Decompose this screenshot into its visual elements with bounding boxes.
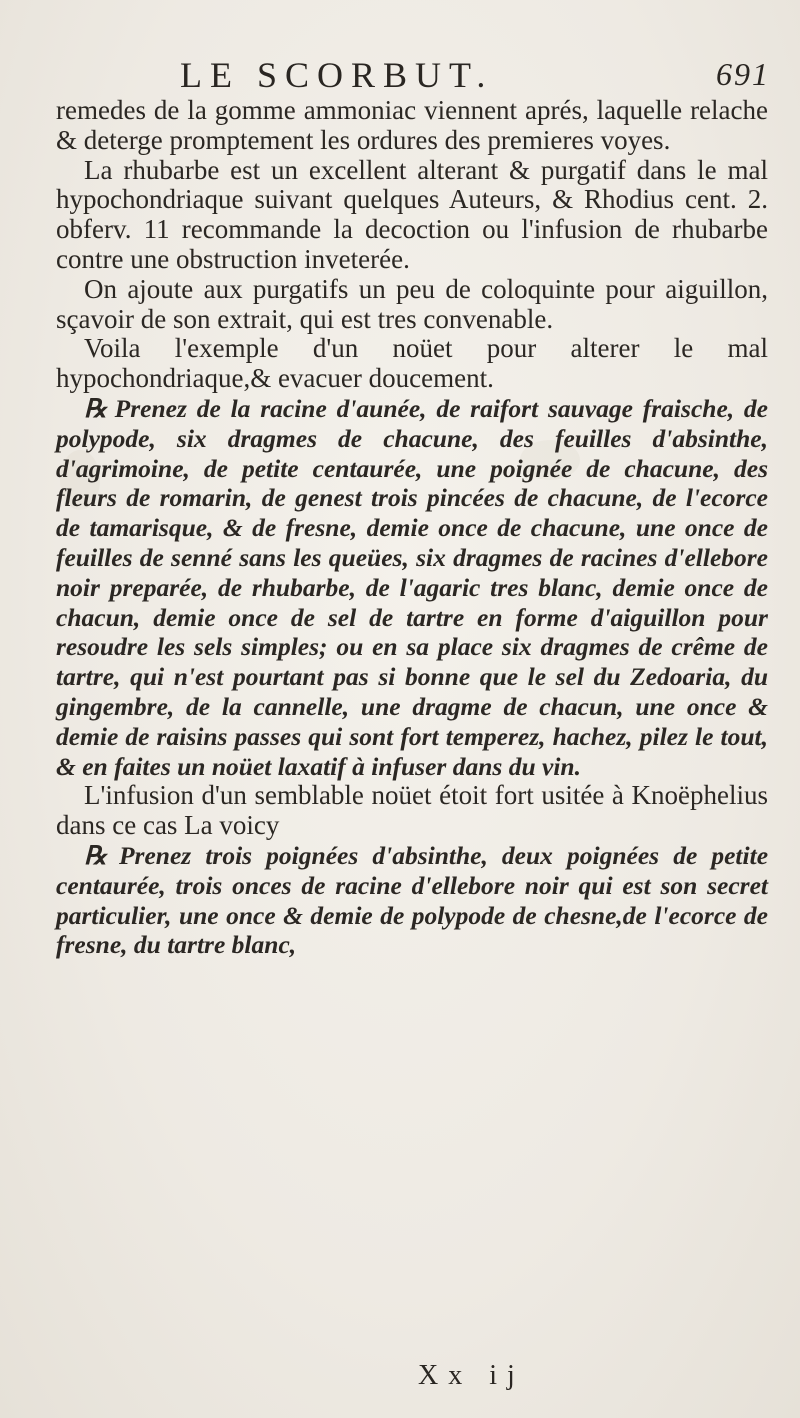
body-paragraph: L'infusion d'un semblable noüet étoit fort usitée à Knoëphelius dans ce cas La voicy [56, 780, 768, 841]
signature-mark: Xx ij [418, 1360, 525, 1391]
body-paragraph: On ajoute aux purgatifs un peu de coloquinte pour aiguillon, sçavoir de son extrait, qui est tres convenable. [56, 273, 768, 334]
recipe-paragraph [56, 394, 768, 781]
running-head-title: LE SCORBUT. [180, 55, 494, 95]
recipe-symbol: ℞ [84, 393, 105, 423]
page-body [56, 96, 768, 960]
body-paragraph: Voila l'exemple d'un noüet pour alterer le mal hypochondriaque,& evacuer doucement. [56, 333, 768, 394]
recipe-text: Prenez trois poignées d'absinthe, deux poignées de petite centaurée, trois onces de racine d'ellebore noir qui est son secret particulier, une once & demie de polypode de chesne,de l'ecorce de fresne, du tartre blanc, [56, 840, 769, 960]
recipe-paragraph [56, 841, 768, 960]
body-paragraph: La rhubarbe est un excellent alterant & purgatif dans le mal hypochondriaque suivant quelques Auteurs, & Rhodius cent. 2. obferv. 11 recommande la decoction ou l'infusion de rhubarbe contre une obstruction inveterée. [56, 154, 768, 274]
recipe-text: Prenez de la racine d'aunée, de raifort sauvage fraische, de polypode, six dragmes de chacune, des feuilles d'absinthe, d'agrimoine, de petite centaurée, une poignée de chacune, des fleurs de romarin, de genest trois pincées de chacune, de l'ecorce de tamarisque, & de fresne, demie once de chacune, une once de feuilles de senné sans les queües, six dragmes de racines d'ellebore noir preparée, de rhubarbe, de l'agaric tres blanc, demie once de chacun, demie once de sel de tartre en forme d'aiguillon pour resoudre les sels simples; ou en sa place six dragmes de crême de tartre, qui n'est pourtant pas si bonne que le sel du Zedoaria, du gingembre, de la cannelle, une dragme de chacun, une once & demie de raisins passes qui sont fort temperez, hachez, pilez le tout, & en faites un noüet laxatif à infuser dans du vin. [56, 393, 768, 781]
page-number: 691 [716, 56, 770, 92]
body-paragraph: remedes de la gomme ammoniac viennent aprés, laquelle relache & deterge promptement les ordures des premieres voyes. [56, 95, 768, 155]
recipe-symbol: ℞ [84, 840, 105, 870]
